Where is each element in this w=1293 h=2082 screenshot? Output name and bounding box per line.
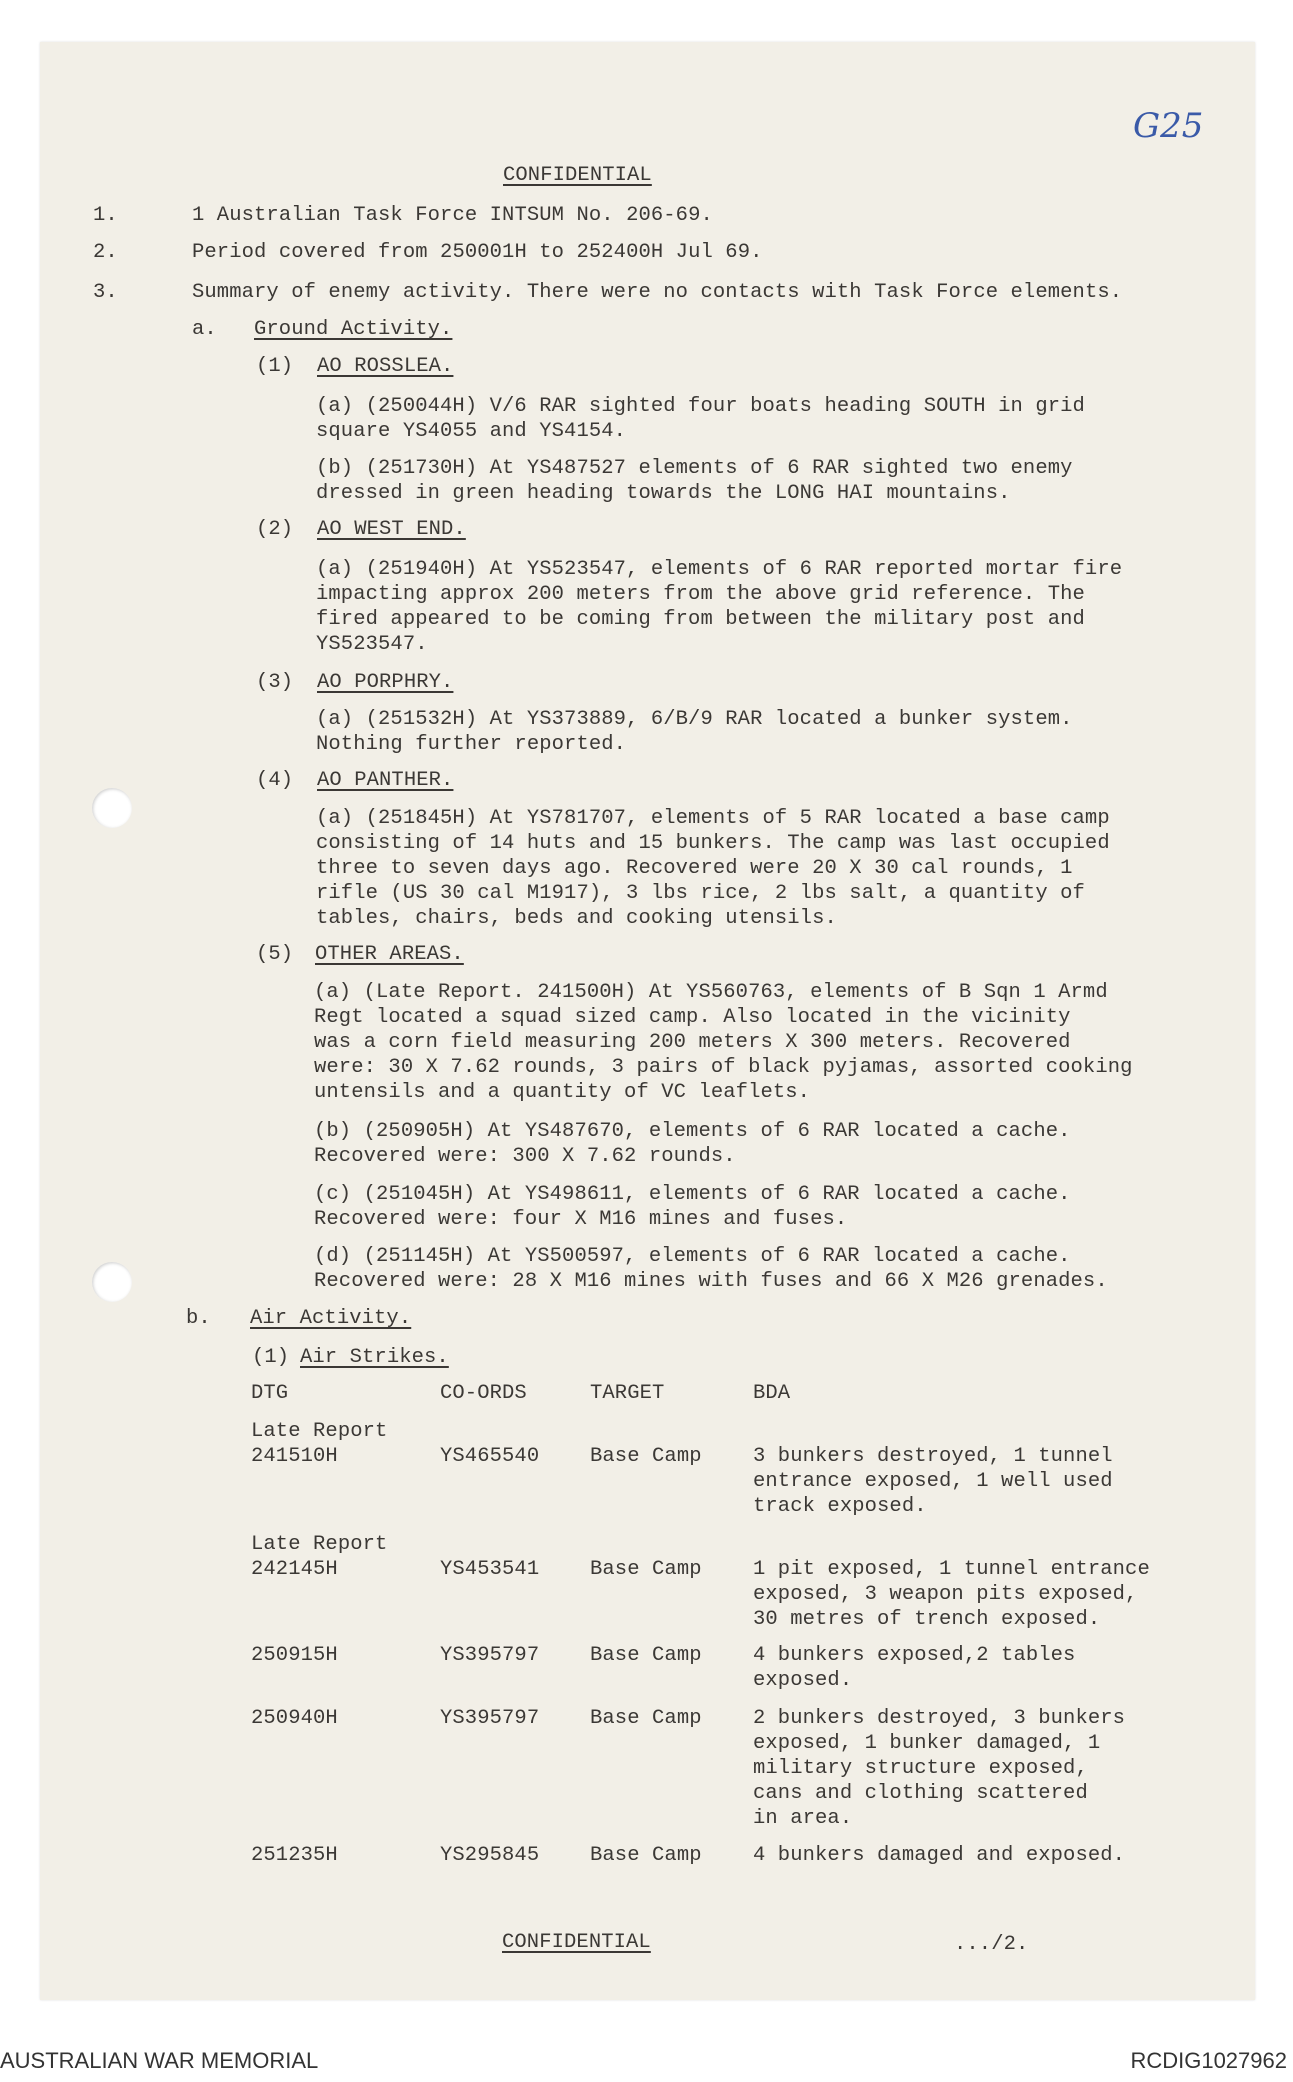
area-heading: AO WEST END. [317, 518, 466, 541]
cell-bda: 3 bunkers destroyed, 1 tunnel entrance exposed, 1 well used track exposed. [753, 1445, 1113, 1518]
section-heading: Ground Activity. [254, 318, 453, 341]
report-paragraph: (a) (Late Report. 241500H) At YS560763, elements of B Sqn 1 Armd Regt located a squad sized camp. Also located in the vicinity was a corn field measuring 200 meters X 300 meters. Recovered were: 30 X 7.62 rounds, 3 pairs of black pyjamas, assorted cooking untensils and a quantity of VC leaflets. [314, 981, 1133, 1104]
report-paragraph: (b) (251730H) At YS487527 elements of 6 RAR sighted two enemy dressed in green heading towards the LONG HAI mountains. [316, 457, 1073, 505]
area-number: (5) [256, 943, 294, 966]
cell-target: Base Camp [590, 1445, 702, 1468]
late-report-label: Late Report [251, 1533, 388, 1556]
cell-bda: 4 bunkers damaged and exposed. [753, 1844, 1126, 1867]
area-number: (3) [256, 671, 294, 694]
report-paragraph: (b) (250905H) At YS487670, elements of 6 RAR located a cache. Recovered were: 300 X 7.62 rounds. [314, 1120, 1071, 1168]
area-heading: AO PORPHRY. [317, 671, 454, 694]
area-number: (1) [256, 355, 294, 378]
handwritten-reference: G25 [1133, 106, 1204, 146]
cell-target: Base Camp [590, 1844, 702, 1867]
report-paragraph: (a) (250044H) V/6 RAR sighted four boats heading SOUTH in grid square YS4055 and YS4154. [316, 395, 1085, 443]
subsection-number: (1) [252, 1346, 290, 1369]
continuation-marker: .../2. [954, 1933, 1029, 1956]
late-report-label: Late Report [251, 1420, 388, 1443]
item-text: Summary of enemy activity. There were no contacts with Task Force elements. [192, 281, 1123, 304]
area-heading: OTHER AREAS. [315, 943, 464, 966]
area-heading: AO ROSSLEA. [317, 355, 454, 378]
cell-dtg: 250940H [251, 1707, 338, 1730]
column-header-bda: BDA [753, 1382, 791, 1405]
cell-coords: YS465540 [440, 1445, 540, 1468]
punch-hole [92, 1262, 132, 1302]
cell-bda: 1 pit exposed, 1 tunnel entrance exposed, 3 weapon pits exposed, 30 metres of trench exposed. [753, 1558, 1150, 1631]
area-number: (2) [256, 518, 294, 541]
item-text: 1 Australian Task Force INTSUM No. 206-69. [192, 204, 713, 227]
section-heading: Air Activity. [250, 1307, 412, 1330]
classification-header: CONFIDENTIAL [503, 164, 652, 187]
cell-target: Base Camp [590, 1644, 702, 1667]
cell-target: Base Camp [590, 1558, 702, 1581]
column-header-dtg: DTG [251, 1382, 289, 1405]
archive-credit: AUSTRALIAN WAR MEMORIAL [0, 2048, 319, 2073]
report-paragraph: (d) (251145H) At YS500597, elements of 6 RAR located a cache. Recovered were: 28 X M16 mines with fuses and 66 X M26 grenades. [314, 1245, 1108, 1293]
cell-dtg: 251235H [251, 1844, 338, 1867]
cell-target: Base Camp [590, 1707, 702, 1730]
item-number: 2. [93, 241, 118, 264]
punch-hole [92, 788, 132, 828]
classification-footer: CONFIDENTIAL [502, 1931, 651, 1954]
column-header-coords: CO-ORDS [440, 1382, 527, 1405]
section-letter: a. [192, 318, 217, 341]
column-header-target: TARGET [590, 1382, 665, 1405]
report-paragraph: (a) (251845H) At YS781707, elements of 5 RAR located a base camp consisting of 14 huts and 15 bunkers. The camp was last occupied three to seven days ago. Recovered were 20 X 30 cal rounds, 1 rifle (US 30 cal M1917), 3 lbs rice, 2 lbs salt, a quantity of tables, chairs, beds and cooking utensils. [316, 807, 1110, 930]
cell-coords: YS295845 [440, 1844, 540, 1867]
cell-coords: YS453541 [440, 1558, 540, 1581]
item-number: 3. [93, 281, 118, 304]
cell-coords: YS395797 [440, 1644, 540, 1667]
item-text: Period covered from 250001H to 252400H Jul 69. [192, 241, 763, 264]
item-number: 1. [93, 204, 118, 227]
report-paragraph: (a) (251532H) At YS373889, 6/B/9 RAR located a bunker system. Nothing further reported. [316, 708, 1073, 756]
area-heading: AO PANTHER. [317, 769, 454, 792]
cell-dtg: 242145H [251, 1558, 338, 1581]
cell-dtg: 241510H [251, 1445, 338, 1468]
report-paragraph: (c) (251045H) At YS498611, elements of 6 RAR located a cache. Recovered were: four X M16 mines and fuses. [314, 1183, 1071, 1231]
cell-bda: 4 bunkers exposed,2 tables exposed. [753, 1644, 1076, 1692]
cell-coords: YS395797 [440, 1707, 540, 1730]
cell-dtg: 250915H [251, 1644, 338, 1667]
archive-id: RCDIG1027962 [1130, 2048, 1287, 2073]
subsection-heading: Air Strikes. [300, 1346, 449, 1369]
section-letter: b. [186, 1307, 211, 1330]
area-number: (4) [256, 769, 294, 792]
report-paragraph: (a) (251940H) At YS523547, elements of 6 RAR reported mortar fire impacting approx 200 meters from the above grid reference. The fired appeared to be coming from between the military post and YS523547. [316, 558, 1123, 656]
cell-bda: 2 bunkers destroyed, 3 bunkers exposed, 1 bunker damaged, 1 military structure exposed, cans and clothing scattered in area. [753, 1707, 1126, 1830]
